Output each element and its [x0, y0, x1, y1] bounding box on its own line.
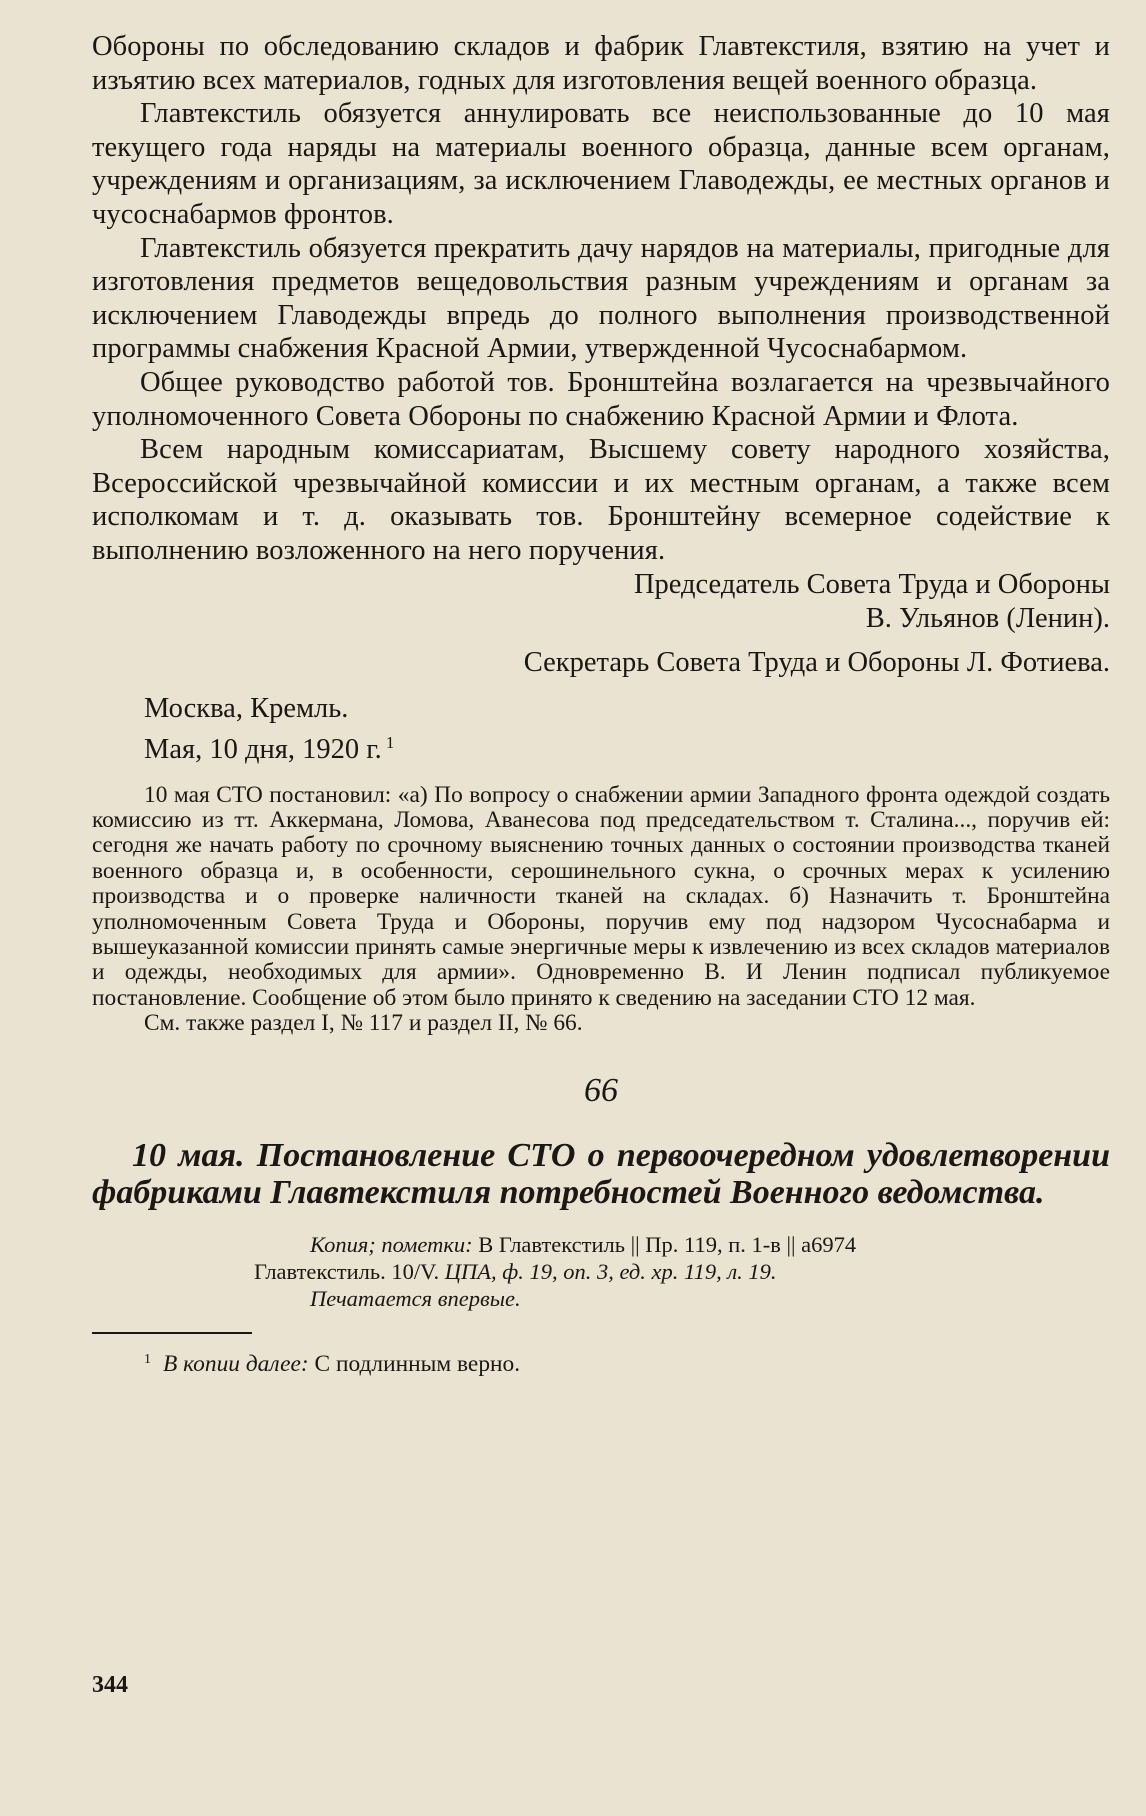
archive-reference: [92, 1231, 1110, 1312]
place-date-line: [144, 726, 1110, 767]
footnote-reference: 1: [385, 732, 395, 752]
chairman-title: Председатель Совета Труда и Обороны: [633, 568, 1110, 600]
footnote-divider: [92, 1332, 252, 1334]
document-page: [92, 30, 1110, 1378]
footnote-text: С подлинным верно.: [314, 1350, 521, 1377]
paragraph-stop-orders: Главтекстиль обязуется прекратить дачу нарядов на материалы, пригодные для изготовления предметов вещедовольствия разным учреждениям и органам за исключением Главодежды впредь до полного выполнения производственной программы снабжения Красной Армии, утвержденной Чусоснабармом.: [92, 232, 1110, 365]
paragraph-continuation: Обороны по обследованию складов и фабрик Главтекстиля, взятию на учет и изъятию всех материалов, годных для изготовления вещей военного образца.: [92, 31, 1110, 96]
archive-first-published: Печатается впервые.: [310, 1285, 521, 1311]
signature-block: [92, 568, 1110, 680]
archive-line2-plain: Главтекстиль. 10/V.: [254, 1258, 440, 1284]
note-see-also: См. также раздел I, № 117 и раздел II, № 66.: [144, 1010, 583, 1037]
document-title: 10 мая. Постановление СТО о первоочередном удовлетворении фабриками Главтекстиля потребностей Военного ведомства.: [92, 1136, 1110, 1211]
secretary-signature: Секретарь Совета Труда и Обороны Л. Фотиева.: [523, 646, 1110, 678]
main-text: [92, 30, 1110, 568]
archive-label: Копия; пометки:: [310, 1231, 473, 1257]
archive-marks-line: [92, 1231, 1110, 1258]
editorial-note: [92, 783, 1110, 1037]
paragraph-assistance: Всем народным комиссариатам, Высшему совету народного хозяйства, Всероссийской чрезвычайной комиссии и их местным органам, а также всем исполкомам и т. д. оказывать тов. Бронштейну всемерное содействие к выполнению возложенного на него поручения.: [92, 434, 1110, 566]
place-date: Мая, 10 дня, 1920 г.: [144, 733, 382, 765]
footnote-label: В копии далее:: [163, 1350, 309, 1377]
paragraph-general-management: Общее руководство работой тов. Бронштейна возлагается на чрезвычайного уполномоченного Совета Обороны по снабжению Красной Армии и Флота.: [92, 366, 1110, 432]
document-number: 66: [584, 1071, 618, 1109]
footnote: [92, 1346, 1110, 1378]
footnote-mark: 1: [144, 1351, 151, 1367]
page-number: 344: [92, 1672, 128, 1698]
place-and-date: [92, 692, 1110, 767]
archive-marks: В Главтекстиль || Пр. 119, п. 1-в || а6974: [478, 1231, 857, 1257]
archive-source-line: [92, 1258, 1110, 1285]
paragraph-annul-orders: Главтекстиль обязуется аннулировать все неиспользованные до 10 мая текущего года наряды на материалы военного образца, данные всем органам, учреждениям и организациям, за исключением Главодежды, ее местных органов и чусоснабармов фронтов.: [92, 98, 1110, 230]
archive-source: ЦПА, ф. 19, оп. 3, ед. хр. 119, л. 19.: [444, 1258, 777, 1284]
place-city: Москва, Кремль.: [144, 692, 349, 724]
note-paragraph: 10 мая СТО постановил: «а) По вопросу о снабжении армии Западного фронта одеждой создать комиссию из тт. Аккермана, Ломова, Аванесова под председательством т. Сталина..., поручив ей: сегодня же начать работу по срочному выяснению точных данных о состоянии производства тканей военного образца и, в особенности, серошинельного сукна, о срочных мерах к усилению производства и о проверке наличности тканей на складах. б) Назначить т. Бронштейна уполномоченным Совета Труда и Обороны, поручив ему под надзором Чусоснабарма и вышеуказанной комиссии принять самые энергичные меры к извлечению из всех складов материалов и одежды, необходимых для армии». Одновременно В. И Ленин подписал публикуемое постановление. Сообщение об этом было принято к сведению на заседании СТО 12 мая.: [92, 781, 1110, 1011]
chairman-name: В. Ульянов (Ленин).: [865, 602, 1110, 634]
